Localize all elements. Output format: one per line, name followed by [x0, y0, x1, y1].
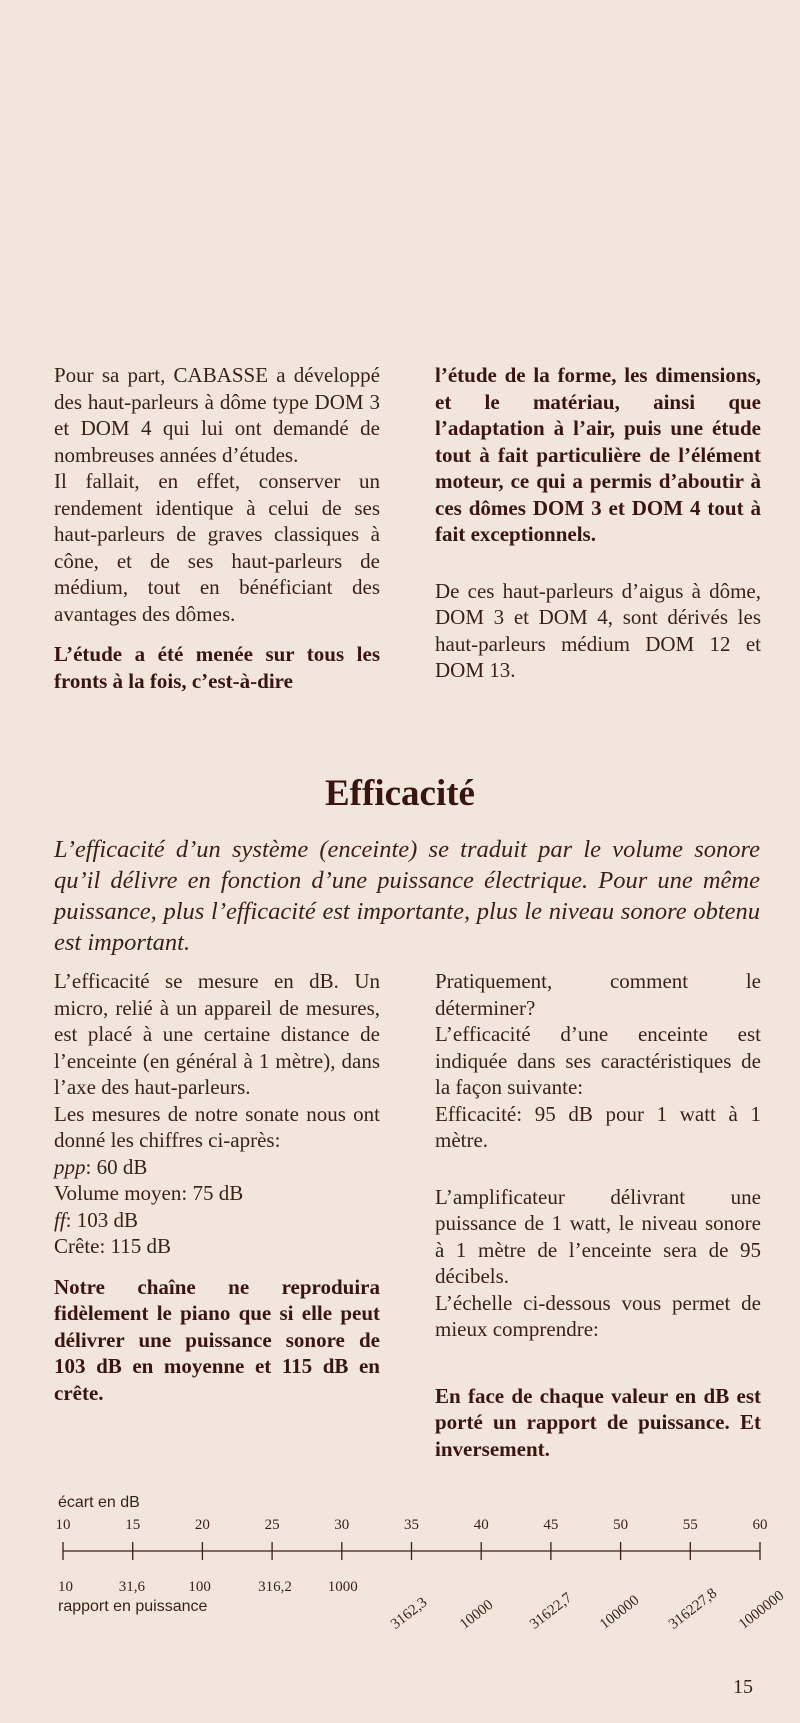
scale-db-label: écart en dB [58, 1494, 140, 1511]
column-top-right [435, 362, 761, 684]
db-tick-label: 60 [752, 1517, 768, 1533]
ratio-tick-label: 1000000 [736, 1587, 788, 1633]
db-tick-label: 55 [682, 1517, 698, 1533]
column-bottom-left [54, 968, 380, 1406]
measure-ff [54, 1207, 380, 1234]
paragraph-bold: l’étude de la forme, les dimensions, et le matériau, ainsi que l’adaptation à l’air, puis une étude tout à fait particulière de l’élément moteur, ce qui a permis d’aboutir à ces dômes DOM 3 et DOM 4 tout à fait exceptionnels. [435, 363, 761, 546]
measure-value: : 103 dB [65, 1207, 139, 1232]
ratio-tick-label: 10 [58, 1579, 73, 1595]
paragraph: L’amplificateur délivrant une puissance de 1 watt, le niveau sonore à 1 mètre de l’enceinte sera de 95 décibels. [435, 1184, 761, 1288]
intro-paragraph: L’efficacité d’un système (enceinte) se traduit par le volume sonore qu’il délivre en fonction d’une puissance électrique. Pour une même puissance, plus l’efficacité est importante, plus le niveau sonore obtenu est important. [54, 836, 760, 956]
page-number: 15 [733, 1676, 753, 1698]
db-tick-label: 15 [125, 1517, 141, 1533]
db-tick-label: 20 [194, 1517, 210, 1533]
measure-label: ppp [54, 1154, 86, 1179]
column-bottom-right [435, 968, 761, 1462]
db-tick-label: 50 [613, 1517, 629, 1533]
paragraph: Il fallait, en effet, conserver un rendement identique à celui de ses haut-parleurs de graves classiques à cône, et de ses haut-parleurs de médium, tout en bénéficiant des avantages des dômes. [54, 469, 380, 626]
db-tick-label: 45 [543, 1517, 559, 1533]
measure-average: Volume moyen: 75 dB [54, 1181, 244, 1205]
paragraph: De ces haut-parleurs d’aigus à dôme, DOM 3 et DOM 4, sont dérivés les haut-parleurs médium DOM 12 et DOM 13. [435, 578, 761, 682]
ratio-tick-label: 3162,3 [387, 1594, 430, 1633]
db-tick-label: 40 [473, 1517, 489, 1533]
db-tick-label: 25 [264, 1517, 280, 1533]
paragraph: Pratiquement, comment le déterminer? [435, 969, 761, 1020]
paragraph: L’efficacité d’une enceinte est indiquée dans ses caractéristiques de la façon suivante: [435, 1022, 761, 1099]
measure-label: ff [54, 1207, 66, 1232]
ratio-tick-label: 100000 [596, 1592, 642, 1633]
paragraph: Pour sa part, CABASSE a développé des haut-parleurs à dôme type DOM 3 et DOM 4 qui lui ont demandé de nombreuses années d’études. [54, 363, 380, 467]
measure-value: : 60 dB [85, 1154, 148, 1179]
db-tick-label: 10 [55, 1517, 71, 1533]
ratio-tick-label: 31,6 [118, 1579, 145, 1595]
db-tick-label: 35 [404, 1517, 419, 1533]
ratio-tick-label: 10000 [457, 1596, 497, 1633]
column-top-left [54, 362, 380, 694]
ratio-tick-label: 31622,7 [526, 1589, 576, 1633]
scale-axis [0, 1530, 800, 1570]
ratio-tick-label: 1000 [327, 1579, 358, 1595]
paragraph: L’échelle ci-dessous vous permet de mieux comprendre: [435, 1290, 761, 1341]
paragraph-bold: En face de chaque valeur en dB est porté un rapport de puissance. Et inversement. [435, 1383, 761, 1461]
measure-ppp [54, 1154, 380, 1181]
paragraph-bold: L’étude a été menée sur tous les fronts à la fois, c’est-à-dire [54, 642, 380, 693]
db-tick-label: 30 [334, 1517, 350, 1533]
paragraph: L’efficacité se mesure en dB. Un micro, relié à un appareil de mesures, est placé à une certaine distance de l’enceinte (en général à 1 mètre), dans l’axe des haut-parleurs. [54, 969, 380, 1099]
paragraph-bold: Notre chaîne ne reproduira fidèlement le piano que si elle peut délivrer une puissance sonore de 103 dB en moyenne et 115 dB en crête. [54, 1274, 380, 1405]
ratio-tick-label: 316227,8 [666, 1585, 721, 1633]
ratio-tick-label: 316,2 [258, 1579, 292, 1595]
paragraph: Efficacité: 95 dB pour 1 watt à 1 mètre. [435, 1101, 761, 1152]
scale-ratio-label: rapport en puissance [58, 1598, 208, 1615]
ratio-tick-label: 100 [188, 1579, 211, 1595]
section-title: Efficacité [325, 773, 475, 814]
paragraph: Les mesures de notre sonate nous ont donné les chiffres ci-après: [54, 1101, 380, 1152]
measure-peak: Crête: 115 dB [54, 1234, 172, 1258]
